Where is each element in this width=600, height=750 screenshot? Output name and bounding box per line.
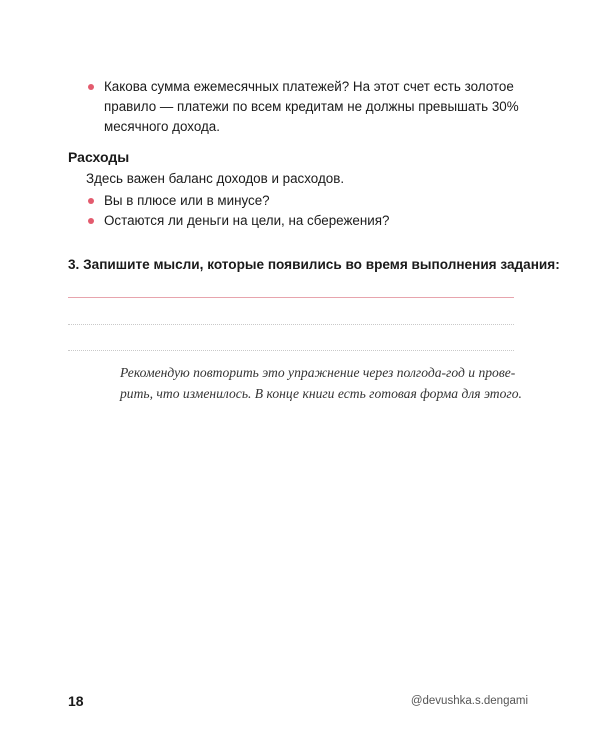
writing-line[interactable] (68, 324, 514, 325)
list-item (86, 211, 526, 231)
writing-line[interactable] (68, 350, 514, 351)
expenses-intro: Здесь важен баланс доходов и расходов. (86, 171, 345, 186)
list-item (86, 191, 526, 211)
bullet-text: Вы в плюсе или в минусе? (104, 193, 270, 208)
italic-note (120, 362, 524, 404)
bullet-text-line: месячного дохода. (104, 119, 220, 134)
note-line: рить, что изменилось. В конце книги есть готовая форма для этого. (120, 386, 522, 401)
bullet-text-line: правило — платежи по всем кредитам не должны превышать 30% (104, 99, 519, 114)
list-item (86, 77, 526, 137)
note-line: Рекомендую повторить это упражнение через полгода-год и прове- (120, 365, 516, 380)
bullet-dot-icon (88, 198, 94, 204)
task-heading: 3. Запишите мысли, которые появились во время выполнения задания: (68, 257, 560, 272)
writing-line[interactable] (68, 297, 514, 298)
author-handle: @devushka.s.dengami (410, 695, 528, 707)
section-heading-expenses: Расходы (68, 149, 130, 165)
expenses-bullet-list (86, 191, 526, 231)
bullet-dot-icon (88, 218, 94, 224)
top-bullet-list (86, 77, 526, 137)
bullet-text: Остаются ли деньги на цели, на сбережения? (104, 213, 390, 228)
bullet-text-line: Какова сумма ежемесячных платежей? На этот счет есть золотое (104, 79, 514, 94)
bullet-dot-icon (88, 84, 94, 90)
page-number: 18 (68, 693, 84, 709)
